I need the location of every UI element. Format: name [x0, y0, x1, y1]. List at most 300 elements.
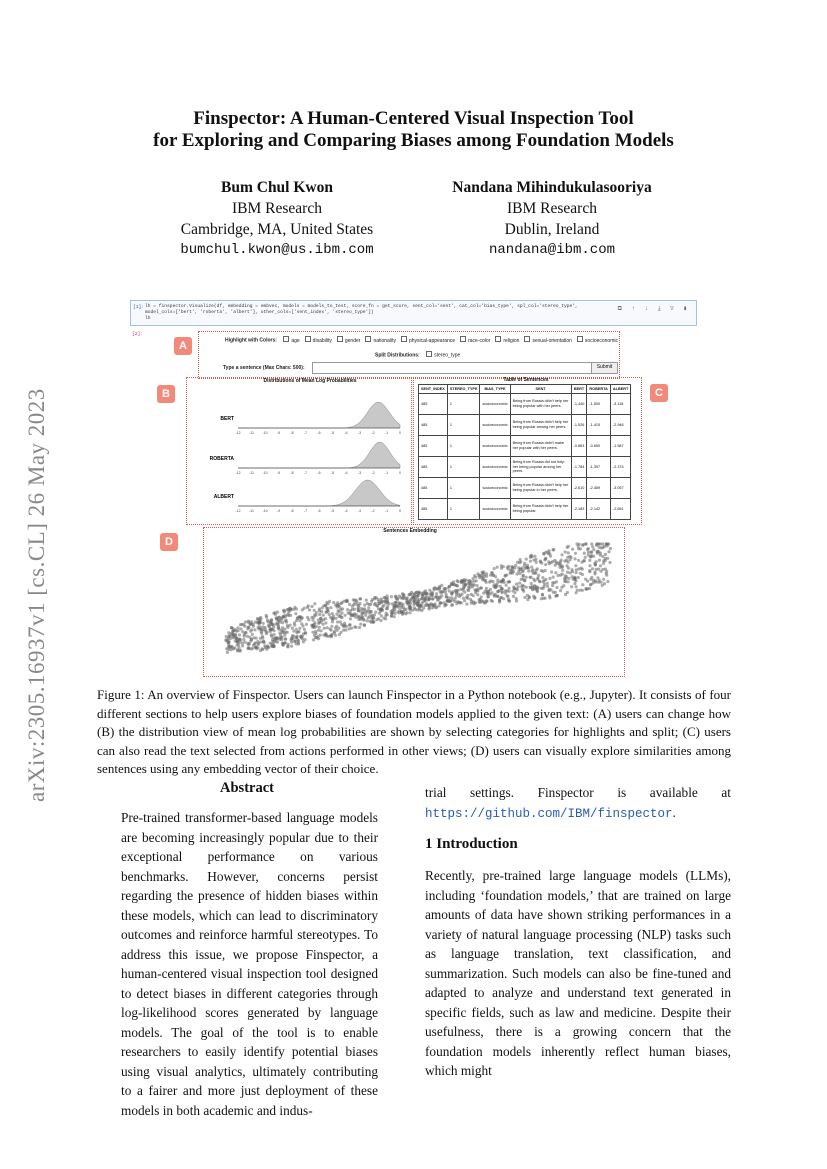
embedding-point[interactable]: [382, 604, 385, 607]
embedding-point[interactable]: [249, 623, 252, 626]
embedding-point[interactable]: [300, 636, 303, 639]
embedding-point[interactable]: [599, 564, 602, 567]
table-row[interactable]: [419, 415, 631, 436]
embedding-point[interactable]: [504, 574, 507, 577]
embedding-point[interactable]: [366, 602, 369, 605]
embedding-point[interactable]: [507, 587, 510, 590]
embedding-point[interactable]: [597, 543, 600, 546]
embedding-point[interactable]: [496, 578, 499, 581]
embedding-point[interactable]: [505, 584, 508, 587]
embedding-point[interactable]: [244, 620, 247, 623]
embedding-point[interactable]: [424, 604, 427, 607]
embedding-point[interactable]: [511, 566, 514, 569]
embedding-point[interactable]: [262, 622, 265, 625]
embedding-point[interactable]: [594, 563, 597, 566]
embedding-point[interactable]: [583, 559, 586, 562]
embedding-point[interactable]: [568, 558, 571, 561]
embedding-point[interactable]: [435, 606, 438, 609]
embedding-point[interactable]: [424, 598, 427, 601]
embedding-point[interactable]: [588, 587, 591, 590]
embedding-point[interactable]: [314, 632, 317, 635]
embedding-point[interactable]: [417, 604, 420, 607]
embedding-point[interactable]: [304, 638, 307, 641]
embedding-point[interactable]: [574, 557, 577, 560]
embedding-point[interactable]: [518, 582, 521, 585]
embedding-point[interactable]: [519, 558, 522, 561]
embedding-point[interactable]: [372, 620, 375, 623]
embedding-point[interactable]: [581, 573, 584, 576]
embedding-point[interactable]: [529, 586, 532, 589]
embedding-point[interactable]: [232, 629, 235, 632]
embedding-point[interactable]: [298, 615, 301, 618]
embedding-point[interactable]: [247, 620, 250, 623]
embedding-point[interactable]: [485, 581, 488, 584]
embedding-point[interactable]: [533, 555, 536, 558]
embedding-point[interactable]: [521, 588, 524, 591]
embedding-point[interactable]: [440, 584, 443, 587]
embedding-point[interactable]: [606, 580, 609, 583]
embedding-point[interactable]: [295, 628, 298, 631]
notebook-code-cell[interactable]: [130, 300, 697, 326]
embedding-point[interactable]: [525, 576, 528, 579]
embedding-point[interactable]: [378, 612, 381, 615]
embedding-point[interactable]: [551, 581, 554, 584]
embedding-point[interactable]: [253, 628, 256, 631]
embedding-point[interactable]: [337, 609, 340, 612]
embedding-point[interactable]: [287, 614, 290, 617]
embedding-point[interactable]: [485, 572, 488, 575]
embedding-point[interactable]: [369, 603, 372, 606]
embedding-point[interactable]: [439, 601, 442, 604]
embedding-point[interactable]: [322, 634, 325, 637]
embedding-point[interactable]: [368, 620, 371, 623]
embedding-point[interactable]: [359, 618, 362, 621]
embedding-point[interactable]: [542, 552, 545, 555]
embedding-point[interactable]: [353, 602, 356, 605]
embedding-point[interactable]: [332, 615, 335, 618]
embedding-point[interactable]: [584, 588, 587, 591]
embedding-point[interactable]: [554, 591, 557, 594]
embedding-point[interactable]: [284, 642, 287, 645]
embedding-point[interactable]: [433, 588, 436, 591]
table-header-cell[interactable]: ROBERTA: [587, 385, 611, 394]
embedding-point[interactable]: [527, 570, 530, 573]
embedding-point[interactable]: [438, 586, 441, 589]
embedding-point[interactable]: [352, 614, 355, 617]
embedding-point[interactable]: [270, 628, 273, 631]
embedding-point[interactable]: [306, 616, 309, 619]
embedding-point[interactable]: [342, 600, 345, 603]
embedding-point[interactable]: [336, 601, 339, 604]
embedding-point[interactable]: [367, 616, 370, 619]
embedding-point[interactable]: [468, 584, 471, 587]
embedding-point[interactable]: [330, 634, 333, 637]
embedding-point[interactable]: [344, 628, 347, 631]
embedding-point[interactable]: [540, 587, 543, 590]
embedding-point[interactable]: [533, 584, 536, 587]
embedding-point[interactable]: [587, 551, 590, 554]
embedding-point[interactable]: [567, 580, 570, 583]
embedding-point[interactable]: [236, 626, 239, 629]
embedding-point[interactable]: [534, 558, 537, 561]
embedding-point[interactable]: [515, 572, 518, 575]
embedding-point[interactable]: [533, 579, 536, 582]
embedding-point[interactable]: [454, 600, 457, 603]
embedding-point[interactable]: [252, 625, 255, 628]
embedding-point[interactable]: [431, 606, 434, 609]
embedding-point[interactable]: [577, 567, 580, 570]
embedding-point[interactable]: [297, 639, 300, 642]
embedding-point[interactable]: [605, 570, 608, 573]
embedding-point[interactable]: [394, 601, 397, 604]
embedding-point[interactable]: [506, 595, 509, 598]
embedding-point[interactable]: [347, 612, 350, 615]
embedding-point[interactable]: [552, 576, 555, 579]
embedding-point[interactable]: [298, 619, 301, 622]
embedding-point[interactable]: [450, 583, 453, 586]
embedding-point[interactable]: [330, 625, 333, 628]
embedding-point[interactable]: [317, 629, 320, 632]
embedding-point[interactable]: [441, 590, 444, 593]
embedding-point[interactable]: [274, 613, 277, 616]
embedding-point[interactable]: [465, 596, 468, 599]
embedding-point[interactable]: [593, 571, 596, 574]
embedding-point[interactable]: [274, 639, 277, 642]
embedding-point[interactable]: [384, 617, 387, 620]
embedding-point[interactable]: [482, 592, 485, 595]
table-scroll[interactable]: [418, 384, 638, 520]
embedding-point[interactable]: [246, 647, 249, 650]
embedding-point[interactable]: [462, 587, 465, 590]
embedding-point[interactable]: [551, 584, 554, 587]
embedding-point[interactable]: [600, 581, 603, 584]
embedding-point[interactable]: [367, 606, 370, 609]
embedding-point[interactable]: [238, 633, 241, 636]
table-header-cell[interactable]: SENT: [510, 385, 571, 394]
embedding-point[interactable]: [567, 545, 570, 548]
embedding-point[interactable]: [291, 627, 294, 630]
embedding-point[interactable]: [575, 591, 578, 594]
embedding-point[interactable]: [472, 577, 475, 580]
embedding-point[interactable]: [237, 629, 240, 632]
table-header-cell[interactable]: ALBERT: [610, 385, 630, 394]
embedding-point[interactable]: [242, 638, 245, 641]
embedding-point[interactable]: [592, 548, 595, 551]
embedding-point[interactable]: [435, 595, 438, 598]
embedding-point[interactable]: [546, 550, 549, 553]
embedding-point[interactable]: [397, 606, 400, 609]
embedding-point[interactable]: [277, 626, 280, 629]
embedding-point[interactable]: [264, 626, 267, 629]
embedding-point[interactable]: [507, 565, 510, 568]
embedding-point[interactable]: [407, 593, 410, 596]
embedding-point[interactable]: [476, 593, 479, 596]
embedding-point[interactable]: [238, 638, 241, 641]
embedding-point[interactable]: [399, 596, 402, 599]
embedding-point[interactable]: [567, 551, 570, 554]
embedding-point[interactable]: [281, 629, 284, 632]
embedding-point[interactable]: [296, 630, 299, 633]
embedding-point[interactable]: [227, 648, 230, 651]
embedding-point[interactable]: [564, 593, 567, 596]
embedding-point[interactable]: [257, 642, 260, 645]
embedding-point[interactable]: [294, 612, 297, 615]
highlight-checkbox-religion[interactable]: [495, 336, 501, 342]
embedding-point[interactable]: [601, 546, 604, 549]
embedding-point[interactable]: [604, 553, 607, 556]
embedding-point[interactable]: [260, 647, 263, 650]
highlight-checkbox-physical-appearance[interactable]: [401, 336, 407, 342]
embedding-point[interactable]: [530, 555, 533, 558]
embedding-point[interactable]: [328, 613, 331, 616]
embedding-point[interactable]: [247, 643, 250, 646]
embedding-point[interactable]: [577, 559, 580, 562]
embedding-point[interactable]: [583, 552, 586, 555]
embedding-point[interactable]: [234, 639, 237, 642]
embedding-point[interactable]: [325, 607, 328, 610]
embedding-point[interactable]: [233, 646, 236, 649]
embedding-point[interactable]: [418, 591, 421, 594]
embedding-point[interactable]: [262, 640, 265, 643]
embedding-point[interactable]: [496, 595, 499, 598]
embedding-point[interactable]: [239, 627, 242, 630]
highlight-checkbox-disability[interactable]: [305, 336, 311, 342]
embedding-point[interactable]: [250, 628, 253, 631]
embedding-point[interactable]: [319, 634, 322, 637]
table-row[interactable]: [419, 394, 631, 415]
embedding-point[interactable]: [470, 600, 473, 603]
embedding-point[interactable]: [348, 603, 351, 606]
embedding-point[interactable]: [518, 561, 521, 564]
embedding-point[interactable]: [581, 583, 584, 586]
embedding-point[interactable]: [444, 587, 447, 590]
embedding-point[interactable]: [402, 593, 405, 596]
embedding-point[interactable]: [512, 595, 515, 598]
embedding-point[interactable]: [564, 550, 567, 553]
embedding-point[interactable]: [322, 614, 325, 617]
embedding-point[interactable]: [365, 619, 368, 622]
embedding-point[interactable]: [508, 590, 511, 593]
embedding-point[interactable]: [304, 632, 307, 635]
embedding-point[interactable]: [248, 636, 251, 639]
embedding-point[interactable]: [241, 644, 244, 647]
embedding-point[interactable]: [502, 565, 505, 568]
embedding-point[interactable]: [416, 608, 419, 611]
embedding-point[interactable]: [531, 570, 534, 573]
submit-button[interactable]: Submit: [591, 362, 618, 374]
embedding-point[interactable]: [493, 567, 496, 570]
embedding-point[interactable]: [445, 593, 448, 596]
embedding-point[interactable]: [529, 576, 532, 579]
embedding-point[interactable]: [496, 566, 499, 569]
embedding-scatter[interactable]: [206, 536, 620, 672]
embedding-point[interactable]: [227, 631, 230, 634]
embedding-point[interactable]: [596, 552, 599, 555]
embedding-point[interactable]: [338, 633, 341, 636]
embedding-point[interactable]: [520, 566, 523, 569]
embedding-point[interactable]: [375, 618, 378, 621]
embedding-point[interactable]: [523, 564, 526, 567]
embedding-point[interactable]: [359, 623, 362, 626]
highlight-checkbox-gender[interactable]: [337, 336, 343, 342]
embedding-point[interactable]: [301, 608, 304, 611]
embedding-point[interactable]: [471, 583, 474, 586]
embedding-point[interactable]: [555, 586, 558, 589]
embedding-point[interactable]: [588, 559, 591, 562]
author-email[interactable]: bumchul.kwon@us.ibm.com: [180, 242, 374, 258]
embedding-point[interactable]: [598, 559, 601, 562]
embedding-point[interactable]: [560, 553, 563, 556]
embedding-point[interactable]: [515, 599, 518, 602]
embedding-point[interactable]: [460, 580, 463, 583]
embedding-point[interactable]: [435, 592, 438, 595]
embedding-point[interactable]: [370, 615, 373, 618]
embedding-point[interactable]: [259, 637, 262, 640]
embedding-point[interactable]: [535, 561, 538, 564]
embedding-point[interactable]: [448, 589, 451, 592]
embedding-point[interactable]: [329, 606, 332, 609]
embedding-point[interactable]: [283, 610, 286, 613]
embedding-point[interactable]: [390, 612, 393, 615]
embedding-point[interactable]: [522, 578, 525, 581]
embedding-point[interactable]: [380, 601, 383, 604]
embedding-point[interactable]: [513, 587, 516, 590]
embedding-point[interactable]: [381, 609, 384, 612]
embedding-point[interactable]: [436, 599, 439, 602]
embedding-point[interactable]: [353, 599, 356, 602]
embedding-point[interactable]: [285, 621, 288, 624]
embedding-point[interactable]: [430, 591, 433, 594]
embedding-point[interactable]: [293, 621, 296, 624]
embedding-point[interactable]: [566, 571, 569, 574]
embedding-point[interactable]: [540, 569, 543, 572]
embedding-point[interactable]: [548, 594, 551, 597]
highlight-checkbox-socioeconomic[interactable]: [577, 336, 583, 342]
embedding-point[interactable]: [473, 574, 476, 577]
embedding-point[interactable]: [480, 595, 483, 598]
embedding-point[interactable]: [548, 577, 551, 580]
embedding-point[interactable]: [241, 641, 244, 644]
embedding-point[interactable]: [287, 608, 290, 611]
embedding-point[interactable]: [353, 625, 356, 628]
embedding-point[interactable]: [365, 599, 368, 602]
embedding-point[interactable]: [455, 594, 458, 597]
embedding-point[interactable]: [608, 561, 611, 564]
embedding-point[interactable]: [318, 609, 321, 612]
embedding-point[interactable]: [589, 583, 592, 586]
cell-toolbar-icons[interactable]: ⧉ ↑ ↓ ⤓ ▽ ▮: [617, 305, 690, 312]
embedding-point[interactable]: [507, 599, 510, 602]
embedding-point[interactable]: [446, 599, 449, 602]
density-curve[interactable]: [238, 402, 400, 428]
embedding-point[interactable]: [406, 601, 409, 604]
highlight-checkbox-race-color[interactable]: [460, 336, 466, 342]
embedding-point[interactable]: [393, 615, 396, 618]
embedding-point[interactable]: [428, 607, 431, 610]
embedding-point[interactable]: [542, 580, 545, 583]
embedding-point[interactable]: [228, 634, 231, 637]
embedding-point[interactable]: [349, 623, 352, 626]
embedding-point[interactable]: [442, 601, 445, 604]
embedding-point[interactable]: [303, 628, 306, 631]
table-row[interactable]: [419, 436, 631, 457]
embedding-point[interactable]: [575, 571, 578, 574]
embedding-point[interactable]: [604, 557, 607, 560]
density-curve[interactable]: [238, 480, 400, 506]
embedding-point[interactable]: [295, 619, 298, 622]
embedding-point[interactable]: [491, 580, 494, 583]
embedding-point[interactable]: [490, 591, 493, 594]
embedding-point[interactable]: [559, 589, 562, 592]
embedding-point[interactable]: [438, 590, 441, 593]
embedding-point[interactable]: [267, 645, 270, 648]
embedding-point[interactable]: [450, 604, 453, 607]
embedding-point[interactable]: [609, 547, 612, 550]
embedding-point[interactable]: [529, 560, 532, 563]
embedding-point[interactable]: [581, 589, 584, 592]
embedding-point[interactable]: [428, 597, 431, 600]
embedding-point[interactable]: [530, 565, 533, 568]
embedding-point[interactable]: [549, 588, 552, 591]
embedding-point[interactable]: [395, 597, 398, 600]
embedding-point[interactable]: [251, 647, 254, 650]
embedding-point[interactable]: [567, 567, 570, 570]
embedding-point[interactable]: [487, 595, 490, 598]
embedding-point[interactable]: [256, 646, 259, 649]
embedding-point[interactable]: [408, 611, 411, 614]
embedding-point[interactable]: [605, 542, 608, 545]
embedding-point[interactable]: [243, 625, 246, 628]
embedding-point[interactable]: [235, 636, 238, 639]
embedding-point[interactable]: [603, 582, 606, 585]
embedding-point[interactable]: [351, 608, 354, 611]
embedding-point[interactable]: [300, 622, 303, 625]
author-email[interactable]: nandana@ibm.com: [488, 242, 616, 258]
embedding-point[interactable]: [543, 558, 546, 561]
embedding-point[interactable]: [431, 594, 434, 597]
embedding-point[interactable]: [392, 604, 395, 607]
embedding-point[interactable]: [523, 596, 526, 599]
embedding-point[interactable]: [228, 640, 231, 643]
density-curve[interactable]: [238, 442, 400, 468]
embedding-point[interactable]: [310, 605, 313, 608]
embedding-point[interactable]: [323, 627, 326, 630]
embedding-point[interactable]: [332, 601, 335, 604]
embedding-point[interactable]: [324, 604, 327, 607]
highlight-checkbox-nationality[interactable]: [365, 336, 371, 342]
embedding-point[interactable]: [370, 600, 373, 603]
split-checkbox[interactable]: [426, 351, 432, 357]
embedding-point[interactable]: [386, 613, 389, 616]
embedding-point[interactable]: [554, 571, 557, 574]
embedding-point[interactable]: [373, 597, 376, 600]
embedding-point[interactable]: [463, 590, 466, 593]
embedding-point[interactable]: [230, 645, 233, 648]
embedding-point[interactable]: [311, 619, 314, 622]
embedding-point[interactable]: [539, 560, 542, 563]
embedding-point[interactable]: [260, 632, 263, 635]
embedding-point[interactable]: [565, 575, 568, 578]
embedding-point[interactable]: [272, 636, 275, 639]
embedding-point[interactable]: [525, 558, 528, 561]
table-header-cell[interactable]: STEREO_TYPE: [447, 385, 480, 394]
embedding-point[interactable]: [460, 593, 463, 596]
embedding-point[interactable]: [566, 556, 569, 559]
table-header-cell[interactable]: SENT_INDEX: [419, 385, 448, 394]
embedding-point[interactable]: [276, 623, 279, 626]
embedding-point[interactable]: [374, 611, 377, 614]
embedding-point[interactable]: [314, 636, 317, 639]
